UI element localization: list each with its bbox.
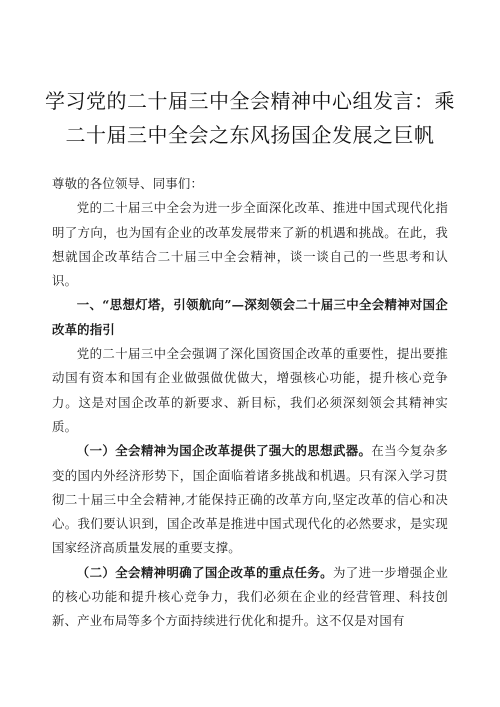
salutation: 尊敬的各位领导、同事们： — [52, 176, 204, 191]
intro-paragraph: 党的二十届三中全会为进一步全面深化改革、推进中国式现代化指明了方向，也为国有企业的改革发展带来了新的机遇和挑战。在此，我想就国企改革结合二十届三中全会精神，谈一谈自己的一些思考和认识。 — [52, 200, 448, 289]
point-2-heading: （二）全会精神明确了国企改革的重点任务。 — [76, 564, 333, 580]
document-body — [52, 172, 448, 634]
title-line-1: 学习党的二十届三中全会精神中心组发言：乘 — [45, 89, 455, 113]
section-1-heading: 一、“思想灯塔，引领航向”—深刻领会二十届三中全会精神对国企改革的指引 — [52, 297, 448, 337]
point-1-text: 在当今复杂多变的国内外经济形势下，国企面临着诸多挑战和机遇。只有深入学习贯彻二十届三中全会精神,才能保持正确的改革方向,坚定改革的信心和决心。我们要认识到，国企改革是推进中国式现代化的必然要求，是实现国家经济高质量发展的重要支撑。 — [52, 443, 449, 556]
section-1-paragraph: 党的二十届三中全会强调了深化国资国企改革的重要性，提出要推动国有资本和国有企业做强做优做大，增强核心功能，提升核心竞争力。这是对国企改革的新要求、新目标，我们必须深刻领会其精神实质。 — [52, 346, 448, 434]
title-line-2: 二十届三中全会之东风扬国企发展之巨帆 — [65, 123, 435, 147]
point-2-text: 为了进一步增强企业的核心功能和提升核心竞争力，我们必须在企业的经营管理、科技创新、产业布局等多个方面持续进行优化和提升。这不仅是对国有 — [52, 564, 449, 629]
point-2-paragraph — [52, 561, 448, 634]
point-1-paragraph — [52, 439, 448, 560]
document-title — [44, 84, 456, 152]
point-1-heading: （一）全会精神为国企改革提供了强大的思想武器。 — [76, 443, 372, 459]
